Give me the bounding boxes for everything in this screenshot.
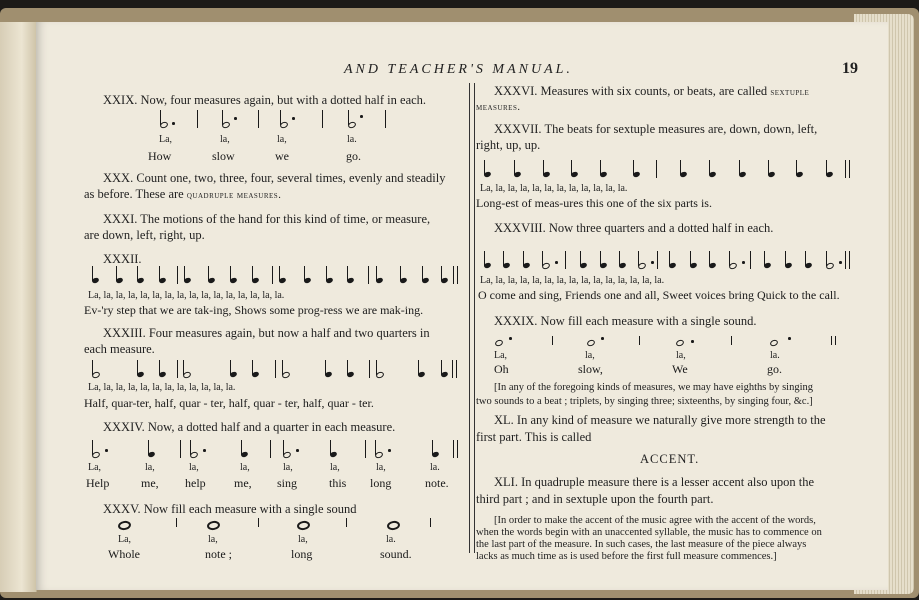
- note-stem: [148, 440, 149, 455]
- xxxix-syllable: la.: [770, 350, 780, 361]
- note-stem: [92, 266, 93, 281]
- accent-heading: ACCENT.: [640, 452, 700, 466]
- bar-line: [272, 266, 273, 284]
- xxxiii-syllables: La, la, la, la, la, la, la, la, la, la, la, la.: [88, 382, 236, 393]
- xli-line1: XLI. In quadruple measure there is a lesser accent also upon the: [494, 475, 815, 489]
- xxxv-syllable: la,: [208, 534, 218, 545]
- xxxvi-line1: [494, 84, 809, 100]
- xxxix-text: XXXIX. Now fill each measure with a single sound.: [494, 314, 757, 328]
- xxxiv-word: sing: [277, 476, 298, 490]
- xxxv-syllable: la,: [298, 534, 308, 545]
- note-stem: [282, 360, 283, 375]
- note-stem: [304, 266, 305, 281]
- note-stem: [796, 160, 797, 175]
- bar-line: [457, 266, 458, 284]
- xxix-syllable: la,: [220, 134, 230, 145]
- xxix-word: go.: [346, 149, 361, 163]
- bar-line: [750, 251, 751, 269]
- note-stem: [184, 266, 185, 281]
- xxxiii-line2: each measure.: [84, 342, 155, 356]
- note-stem: [279, 266, 280, 281]
- xxxi-line2: are down, left, right, up.: [84, 228, 205, 242]
- note-stem: [768, 160, 769, 175]
- note-stem: [376, 266, 377, 281]
- xxxii-words: Ev-'ry step that we are tak-ing, Shows some prog-ress we are mak-ing.: [84, 303, 424, 317]
- note-stem: [709, 251, 710, 266]
- note-stem: [418, 360, 419, 375]
- note-stem: [633, 160, 634, 175]
- xli-line2: third part ; and in sextuple upon the fourth part.: [476, 492, 714, 506]
- xxxvi-line1-text: XXXVI. Measures with six counts, or beats, are called: [494, 84, 768, 98]
- xxxiv-word: this: [329, 476, 347, 490]
- bar-line: [657, 251, 658, 269]
- note-stem: [580, 251, 581, 266]
- note-stem: [422, 266, 423, 281]
- xxxv-text: XXXV. Now fill each measure with a single sound: [103, 502, 357, 516]
- note-stem: [619, 251, 620, 266]
- bar-line: [453, 266, 454, 284]
- xxxiv-syllable: la,: [145, 462, 155, 473]
- note-stem: [503, 251, 504, 266]
- xxxii-title: XXXII.: [103, 252, 142, 266]
- note-stem: [638, 251, 639, 266]
- note-stem: [330, 440, 331, 455]
- xxxv-word: Whole: [108, 547, 140, 561]
- xxix-syllable: la,: [277, 134, 287, 145]
- sextuple-term: sextuple: [770, 87, 810, 98]
- note-stem: [600, 160, 601, 175]
- bar-line: [177, 266, 178, 284]
- bar-line: [270, 440, 271, 458]
- bar-line: [845, 251, 846, 269]
- xxxiv-syllable: la,: [283, 462, 293, 473]
- note-stem: [542, 251, 543, 266]
- note-stem: [826, 251, 827, 266]
- bar-line: [365, 440, 366, 458]
- note-stem: [376, 360, 377, 375]
- xxxiv-syllable: la,: [330, 462, 340, 473]
- bar-line: [565, 251, 566, 269]
- note1-line2: two sounds to a beat ; triplets, by singing three; sixteenths, by singing four, &c.]: [476, 396, 813, 407]
- note2-line4: lacks as much time as is used before the first full measure commences.]: [476, 551, 777, 562]
- xxxvi-line2: measures.: [476, 102, 521, 113]
- note-stem: [400, 266, 401, 281]
- xxxvii-line2: right, up, up.: [476, 138, 541, 152]
- note-stem: [137, 360, 138, 375]
- note-stem: [326, 266, 327, 281]
- note-dot: [839, 261, 842, 264]
- bar-line: [180, 440, 181, 458]
- xxxix-syllable: la,: [585, 350, 595, 361]
- xxxix-word: go.: [767, 362, 782, 376]
- note-stem: [252, 266, 253, 281]
- xxxii-syllables: La, la, la, la, la, la, la, la, la, la, la, la, la, la, la, la.: [88, 290, 285, 301]
- xxxiv-word: me,: [141, 476, 159, 490]
- note-stem: [432, 440, 433, 455]
- bar-line: [656, 160, 657, 178]
- xxxvii-words: Long-est of meas-ures this one of the six parts is.: [476, 196, 712, 210]
- xxxviii-words: O come and sing, Friends one and all, Sweet voices bring Quick to the call.: [478, 288, 840, 302]
- note2-line1: [In order to make the accent of the music agree with the accent of the words,: [494, 515, 816, 526]
- note2-line2: when the words begin with an unaccented syllable, the music has to commence on: [476, 527, 822, 538]
- note-stem: [208, 266, 209, 281]
- xxxv-syllable: la.: [386, 534, 396, 545]
- xxix-syllable: la.: [347, 134, 357, 145]
- xxxiv-syllable: la,: [240, 462, 250, 473]
- xxix-word: slow: [212, 149, 235, 163]
- bar-line: [275, 360, 276, 378]
- xxxv-word: sound.: [380, 547, 412, 561]
- page-number: 19: [842, 60, 858, 77]
- note-stem: [543, 160, 544, 175]
- bar-line: [452, 360, 453, 378]
- note-stem: [116, 266, 117, 281]
- bar-line: [849, 251, 850, 269]
- note-stem: [325, 360, 326, 375]
- bar-line: [845, 160, 846, 178]
- xxxix-word: slow,: [578, 362, 603, 376]
- note-stem: [709, 160, 710, 175]
- note-stem: [680, 160, 681, 175]
- xxxiv-word: Help: [86, 476, 110, 490]
- xxx-line2: [84, 187, 281, 203]
- note-stem: [190, 440, 191, 455]
- xxxiv-syllable: la.: [430, 462, 440, 473]
- note-stem: [375, 440, 376, 455]
- note-stem: [159, 360, 160, 375]
- xxix-word: we: [275, 149, 289, 163]
- xxxix-syllable: la,: [676, 350, 686, 361]
- note-stem: [241, 440, 242, 455]
- note-stem: [230, 360, 231, 375]
- note2-line3: the last part of the measure. In such cases, the last measure of the piece always: [476, 539, 807, 550]
- xxxiv-text: XXXIV. Now, a dotted half and a quarter in each measure.: [103, 420, 396, 434]
- xxxiv-word: note.: [425, 476, 449, 490]
- note-stem: [739, 160, 740, 175]
- note-dot: [651, 261, 654, 264]
- note-stem: [347, 360, 348, 375]
- xxix-word: How: [148, 149, 172, 163]
- note-dot: [296, 449, 299, 452]
- note-dot: [742, 261, 745, 264]
- note-stem: [159, 266, 160, 281]
- note-stem: [347, 266, 348, 281]
- xl-line2: first part. This is called: [476, 430, 592, 444]
- xxxviii-text: XXXVIII. Now three quarters and a dotted half in each.: [494, 221, 774, 235]
- quadruple-measures-term: quadruple measures.: [186, 190, 282, 201]
- note-stem: [523, 251, 524, 266]
- xxxiv-word: me,: [234, 476, 252, 490]
- running-title: AND TEACHER'S MANUAL.: [344, 62, 573, 77]
- note-dot: [555, 261, 558, 264]
- xxxi-line1: XXXI. The motions of the hand for this kind of time, or measure,: [103, 212, 431, 226]
- xxix-syllable: La,: [159, 134, 173, 145]
- note-stem: [826, 160, 827, 175]
- xxxix-word: We: [672, 362, 688, 376]
- note-stem: [600, 251, 601, 266]
- note-dot: [105, 449, 108, 452]
- xxxvii-line1: XXXVII. The beats for sextuple measures are, down, down, left,: [494, 122, 818, 136]
- note-stem: [805, 251, 806, 266]
- xxxiv-syllable: la,: [189, 462, 199, 473]
- note-stem: [514, 160, 515, 175]
- note-dot: [388, 449, 391, 452]
- note-stem: [137, 266, 138, 281]
- xxxiv-syllable: La,: [88, 462, 102, 473]
- bar-line: [849, 160, 850, 178]
- bar-line: [457, 440, 458, 458]
- xxxv-word: note ;: [205, 547, 232, 561]
- note-stem: [441, 266, 442, 281]
- note-stem: [283, 440, 284, 455]
- note-stem: [230, 266, 231, 281]
- note-stem: [484, 251, 485, 266]
- xxxiv-word: long: [370, 476, 392, 490]
- bar-line: [456, 360, 457, 378]
- note-stem: [690, 251, 691, 266]
- note-stem: [764, 251, 765, 266]
- xxxix-word: Oh: [494, 362, 509, 376]
- xl-line1: XL. In any kind of measure we naturally give more strength to the: [494, 413, 826, 427]
- note-stem: [441, 360, 442, 375]
- xxxvii-syllables: La, la, la, la, la, la, la, la, la, la, la, la.: [480, 183, 628, 194]
- previous-page-edge: [0, 22, 37, 592]
- note-stem: [669, 251, 670, 266]
- bar-line: [368, 266, 369, 284]
- xxxiv-syllable: la,: [376, 462, 386, 473]
- note-stem: [252, 360, 253, 375]
- note-stem: [92, 440, 93, 455]
- note-stem: [183, 360, 184, 375]
- note-stem: [571, 160, 572, 175]
- xxix-text: XXIX. Now, four measures again, but with a dotted half in each.: [103, 93, 427, 107]
- xxx-line1: XXX. Count one, two, three, four, several times, evenly and steadily: [103, 171, 446, 185]
- note-dot: [203, 449, 206, 452]
- xxxiii-words: Half, quar-ter, half, quar - ter, half, quar - ter, half, quar - ter.: [84, 396, 374, 410]
- bar-line: [369, 360, 370, 378]
- xxxiii-line1: XXXIII. Four measures again, but now a half and two quarters in: [103, 326, 430, 340]
- xxxix-syllable: La,: [494, 350, 508, 361]
- xxxv-word: long: [291, 547, 313, 561]
- column-divider: [469, 83, 475, 553]
- xxxviii-syllables: La, la, la, la, la, la, la, la, la, la, la, la, la, la, la.: [480, 275, 665, 286]
- note-stem: [484, 160, 485, 175]
- note1-line1: [In any of the foregoing kinds of measures, we may have eighths by singing: [494, 382, 814, 393]
- bar-line: [453, 440, 454, 458]
- note-stem: [729, 251, 730, 266]
- note-stem: [92, 360, 93, 375]
- xxxiv-word: help: [185, 476, 206, 490]
- xxxv-syllable: La,: [118, 534, 132, 545]
- bar-line: [177, 360, 178, 378]
- note-stem: [785, 251, 786, 266]
- xxx-line2-text: as before. These are: [84, 187, 184, 201]
